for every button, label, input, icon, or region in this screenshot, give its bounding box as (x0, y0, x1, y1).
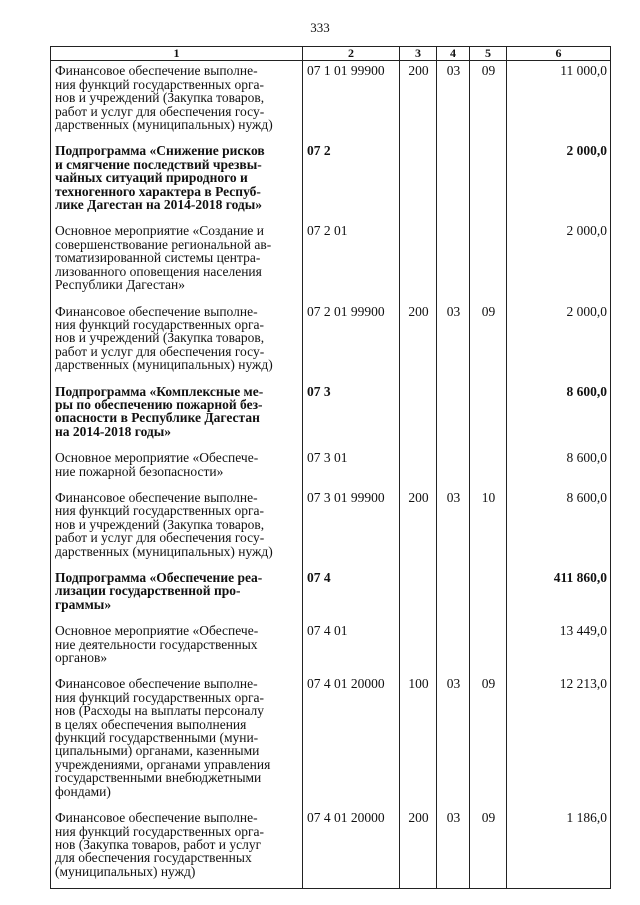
header-col-3: 3 (400, 47, 437, 61)
row-col5-cell: 09 (470, 808, 507, 889)
row-code-cell: 07 3 01 (303, 448, 400, 488)
row-col4-cell (437, 568, 470, 621)
table-header-row (51, 47, 611, 61)
row-col3-cell (400, 448, 437, 488)
row-col4-cell (437, 221, 470, 301)
row-code-cell: 07 4 01 (303, 621, 400, 674)
row-name-cell: Подпрограмма «Снижение рисков и смягчение последствий чрезвы- чайных ситуаций природного и техногенного характера в Респуб- лике Дагестан на 2014-2018 годы» (51, 141, 303, 221)
row-col5-cell (470, 382, 507, 449)
row-col4-cell (437, 448, 470, 488)
row-col4-cell: 03 (437, 61, 470, 142)
row-col4-cell: 03 (437, 488, 470, 568)
header-col-1: 1 (51, 47, 303, 61)
budget-table (50, 46, 611, 889)
table-row (51, 568, 611, 621)
row-code-cell: 07 2 (303, 141, 400, 221)
row-code-cell: 07 4 (303, 568, 400, 621)
row-amount-cell: 2 000,0 (507, 221, 611, 301)
row-amount-cell: 13 449,0 (507, 621, 611, 674)
row-amount-cell: 2 000,0 (507, 302, 611, 382)
row-name-cell: Основное мероприятие «Обеспече- ние деятельности государственных органов» (51, 621, 303, 674)
header-col-2: 2 (303, 47, 400, 61)
header-col-4: 4 (437, 47, 470, 61)
row-code-cell: 07 3 01 99900 (303, 488, 400, 568)
row-code-cell: 07 2 01 (303, 221, 400, 301)
row-amount-cell: 2 000,0 (507, 141, 611, 221)
row-col3-cell (400, 568, 437, 621)
row-col5-cell (470, 221, 507, 301)
row-amount-cell: 411 860,0 (507, 568, 611, 621)
row-col3-cell (400, 382, 437, 449)
row-col5-cell: 09 (470, 61, 507, 142)
row-name-cell: Финансовое обеспечение выполне- ния функций государственных орга- нов и учреждений (Закупка товаров, работ и услуг для обеспечения госу- дарственных (муниципальных) нужд) (51, 61, 303, 142)
row-code-cell: 07 4 01 20000 (303, 674, 400, 808)
row-col3-cell (400, 621, 437, 674)
row-col3-cell: 200 (400, 61, 437, 142)
table-row (51, 808, 611, 889)
row-amount-cell: 11 000,0 (507, 61, 611, 142)
header-col-6: 6 (507, 47, 611, 61)
row-col4-cell (437, 141, 470, 221)
row-col5-cell (470, 568, 507, 621)
table-row (51, 302, 611, 382)
row-code-cell: 07 3 (303, 382, 400, 449)
row-col3-cell (400, 141, 437, 221)
table-row (51, 61, 611, 142)
row-name-cell: Подпрограмма «Комплексные ме- ры по обеспечению пожарной без- опасности в Республике Дагестан на 2014-2018 годы» (51, 382, 303, 449)
row-col3-cell: 100 (400, 674, 437, 808)
row-col3-cell: 200 (400, 808, 437, 889)
row-amount-cell: 12 213,0 (507, 674, 611, 808)
page-number: 333 (310, 20, 330, 35)
row-col5-cell: 09 (470, 674, 507, 808)
table-row (51, 488, 611, 568)
header-col-5: 5 (470, 47, 507, 61)
row-col4-cell: 03 (437, 674, 470, 808)
table-row (51, 141, 611, 221)
row-amount-cell: 8 600,0 (507, 448, 611, 488)
row-name-cell: Финансовое обеспечение выполне- ния функций государственных орга- нов (Закупка товаров, работ и услуг для обеспечения государственных (муниципальных) нужд) (51, 808, 303, 889)
table-row (51, 621, 611, 674)
row-name-cell: Основное мероприятие «Обеспече- ние пожарной безопасности» (51, 448, 303, 488)
row-col3-cell (400, 221, 437, 301)
row-col3-cell: 200 (400, 302, 437, 382)
table-row (51, 382, 611, 449)
row-col4-cell (437, 621, 470, 674)
row-amount-cell: 8 600,0 (507, 488, 611, 568)
row-col5-cell (470, 621, 507, 674)
row-col5-cell (470, 141, 507, 221)
row-col5-cell: 10 (470, 488, 507, 568)
row-col4-cell: 03 (437, 808, 470, 889)
table-row (51, 221, 611, 301)
table-row (51, 674, 611, 808)
row-code-cell: 07 1 01 99900 (303, 61, 400, 142)
row-col4-cell: 03 (437, 302, 470, 382)
row-name-cell: Финансовое обеспечение выполне- ния функций государственных орга- нов и учреждений (Закупка товаров, работ и услуг для обеспечения госу- дарственных (муниципальных) нужд) (51, 488, 303, 568)
table-row (51, 448, 611, 488)
row-name-cell: Финансовое обеспечение выполне- ния функций государственных орга- нов (Расходы на выплаты персоналу в целях обеспечения выполнения функций государственными (муни- ципальными) органами, казенными учреждениями, органами управления государственными внебюджетными фондами) (51, 674, 303, 808)
row-code-cell: 07 2 01 99900 (303, 302, 400, 382)
row-col3-cell: 200 (400, 488, 437, 568)
row-amount-cell: 1 186,0 (507, 808, 611, 889)
row-name-cell: Подпрограмма «Обеспечение реа- лизации государственной про- граммы» (51, 568, 303, 621)
row-col5-cell (470, 448, 507, 488)
row-name-cell: Финансовое обеспечение выполне- ния функций государственных орга- нов и учреждений (Закупка товаров, работ и услуг для обеспечения госу- дарственных (муниципальных) нужд) (51, 302, 303, 382)
row-col5-cell: 09 (470, 302, 507, 382)
row-col4-cell (437, 382, 470, 449)
row-amount-cell: 8 600,0 (507, 382, 611, 449)
row-name-cell: Основное мероприятие «Создание и совершенствование региональной ав- томатизированной системы центра- лизованного оповещения населения Республики Дагестан» (51, 221, 303, 301)
row-code-cell: 07 4 01 20000 (303, 808, 400, 889)
